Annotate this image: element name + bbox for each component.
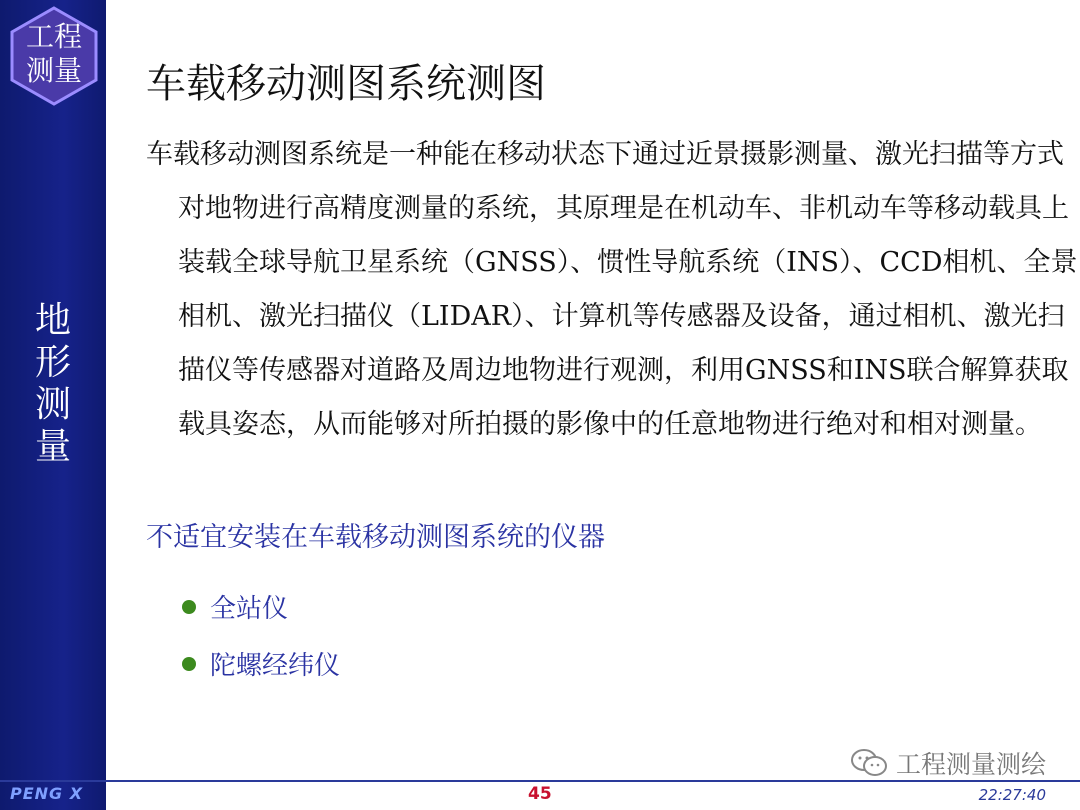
wechat-icon	[850, 748, 888, 778]
list-item	[182, 578, 340, 635]
bullet-dot-icon	[182, 600, 196, 614]
footer-time: 22:27:40	[978, 786, 1046, 804]
bullet-dot-icon	[182, 657, 196, 671]
watermark	[850, 745, 1046, 781]
list-item-label: 陀螺经纬仪	[210, 651, 341, 681]
slide-subheading: 不适宜安装在车载移动测图系统的仪器	[146, 522, 605, 553]
chapter-char: 地	[34, 300, 71, 341]
section-badge-label	[8, 20, 100, 88]
footer-author: PENG X	[10, 784, 84, 803]
slide-paragraph: 车载移动测图系统是一种能在移动状态下通过近景摄影测量、激光扫描等方式对地物进行高精度测量的系统，其原理是在机动车、非机动车等移动载具上装载全球导航卫星系统（GNSS）、惯性导航系统（INS）、CCD相机、全景相机、激光扫描仪（LIDAR）、计算机等传感器及设备，通过相机、激光扫描仪等传感器对道路及周边地物进行观测，利用GNSS和INS联合解算获取载具姿态，从而能够对所拍摄的影像中的任意地物进行绝对和相对测量。	[146, 139, 1078, 440]
list-item-label: 全站仪	[210, 594, 289, 624]
section-badge	[8, 6, 100, 106]
chapter-char: 量	[34, 426, 71, 467]
chapter-title-vertical	[0, 300, 106, 468]
chapter-char: 测	[34, 384, 71, 425]
page-number: 45	[528, 784, 552, 804]
watermark-text: 工程测量测绘	[895, 750, 1046, 779]
bullet-list	[182, 578, 340, 692]
footer-divider	[0, 780, 1080, 782]
list-item	[182, 635, 340, 692]
badge-line-1: 工程	[25, 20, 82, 53]
badge-line-2: 测量	[25, 54, 82, 87]
chapter-char: 形	[34, 342, 71, 383]
slide-title: 车载移动测图系统测图	[146, 61, 546, 107]
sidebar	[0, 0, 106, 810]
